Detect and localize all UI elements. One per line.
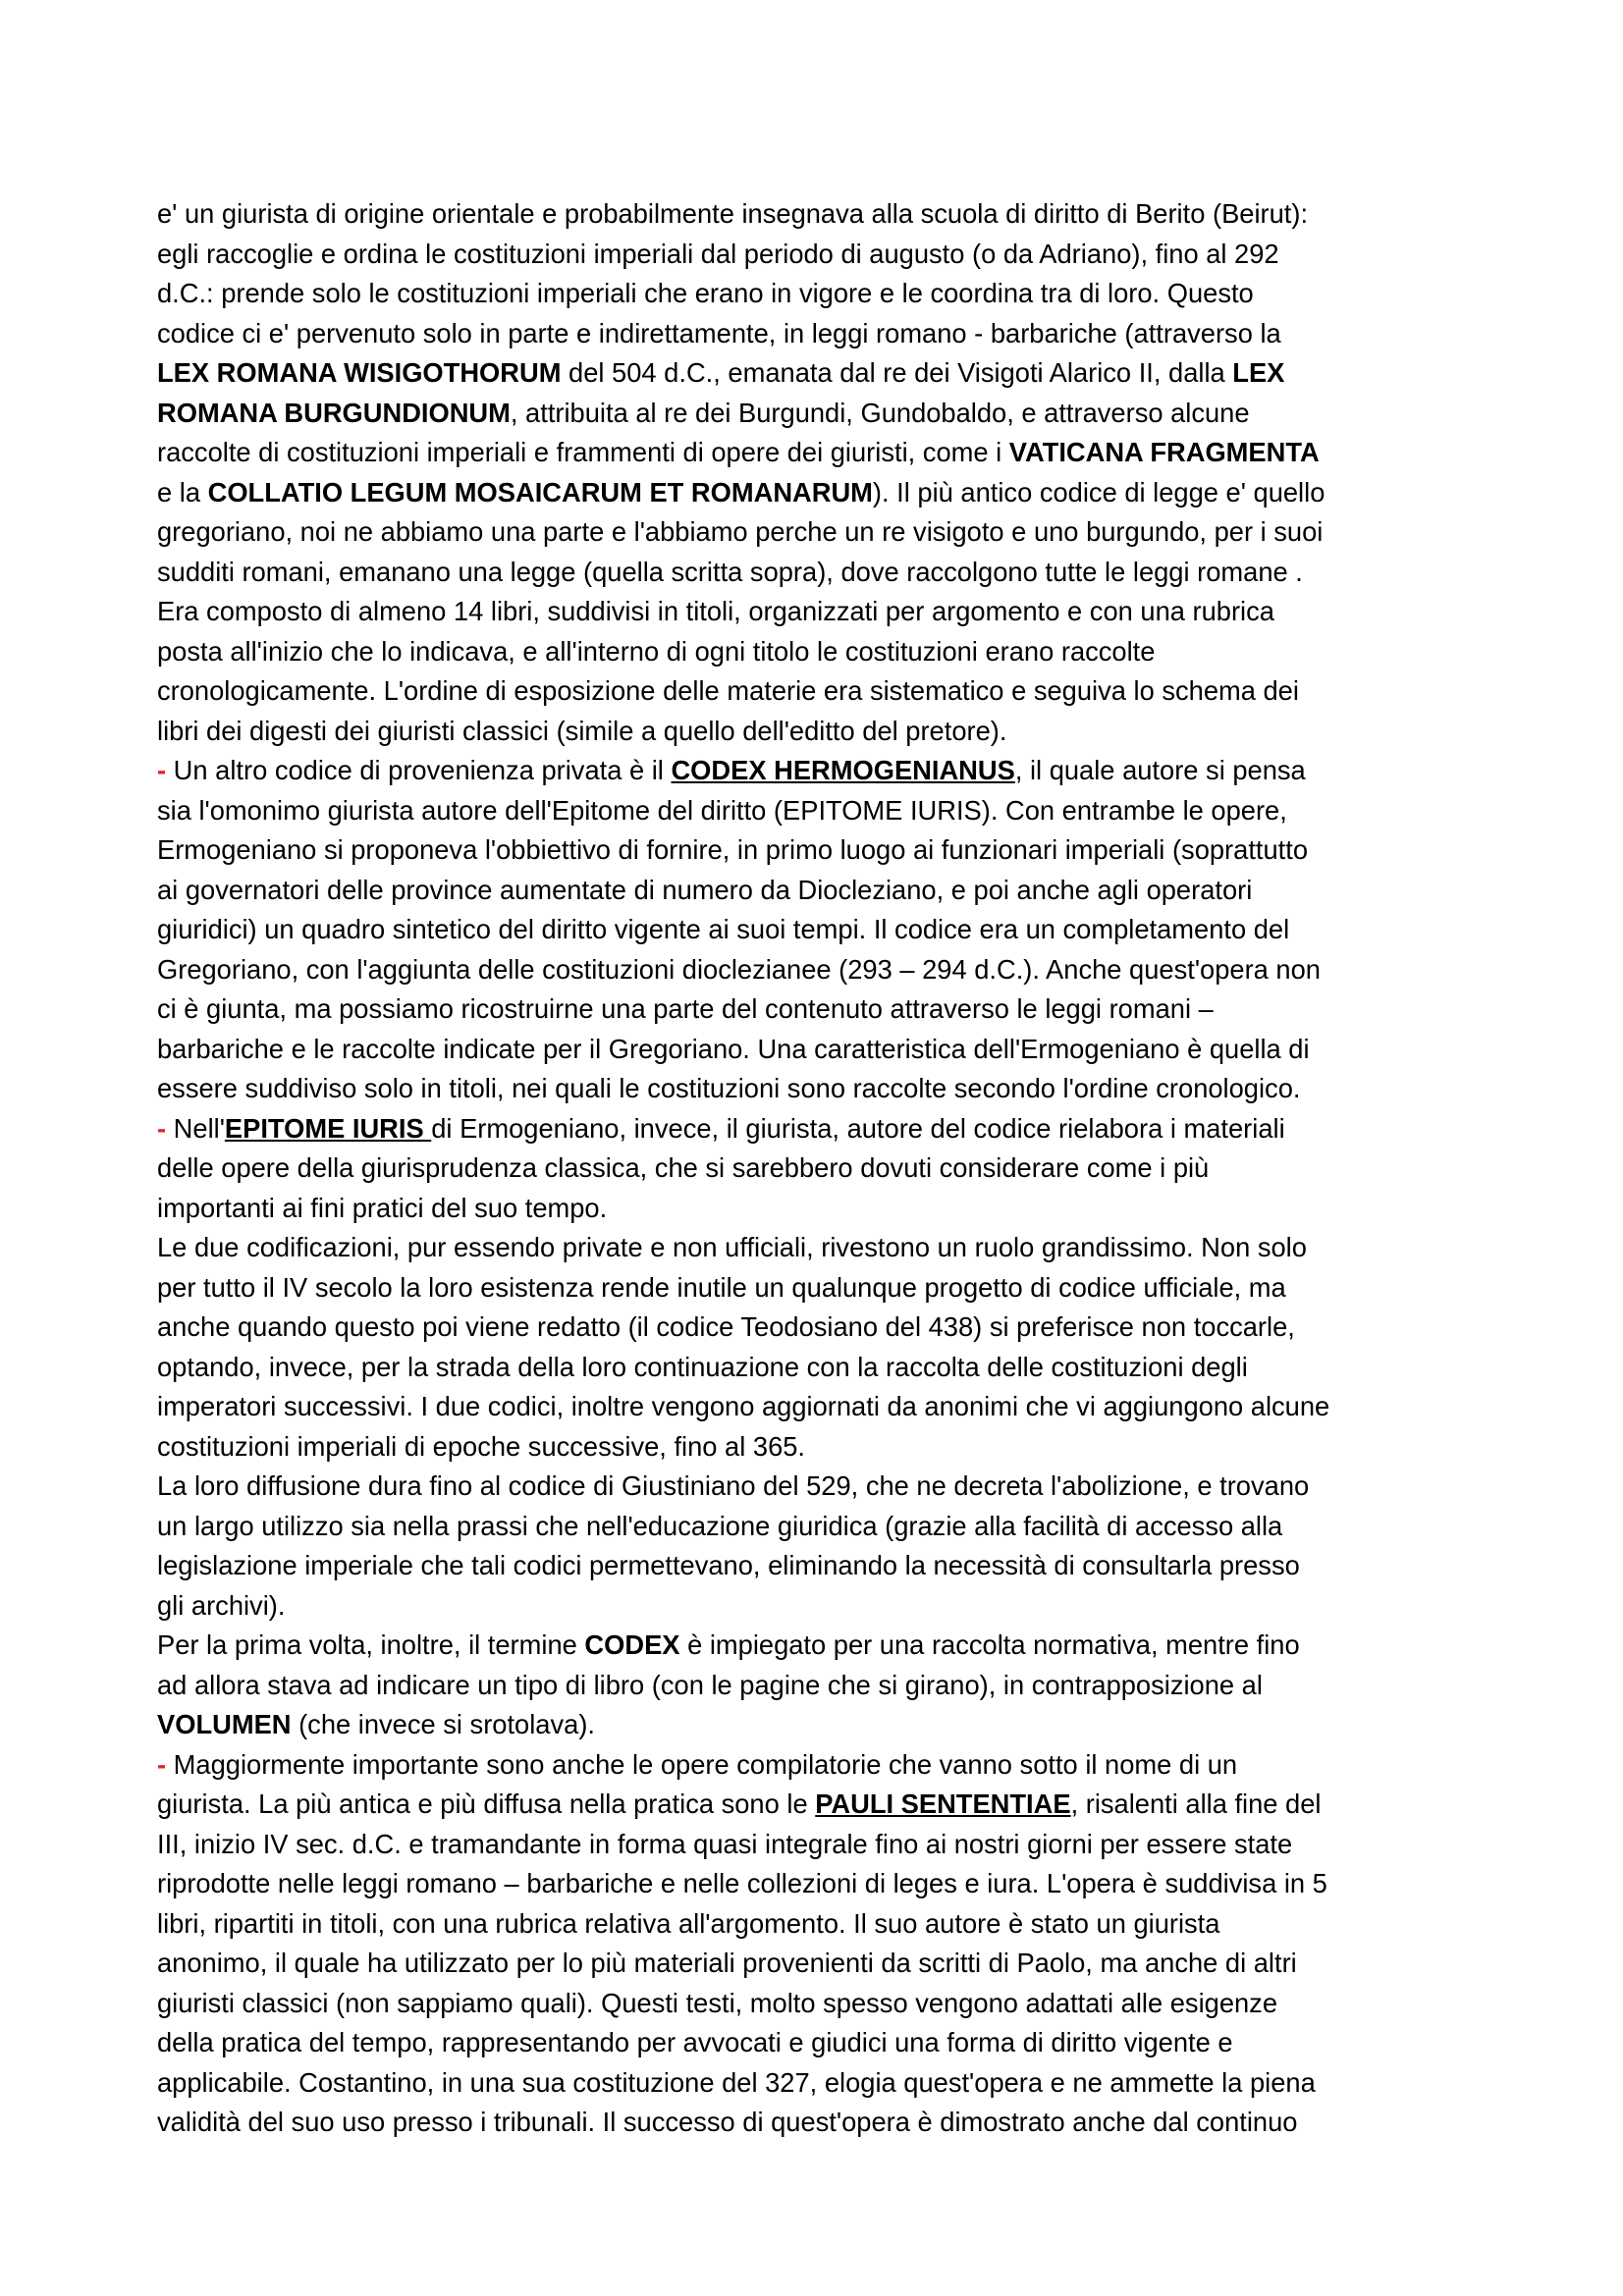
text-span: ci è giunta, ma possiamo ricostruirne una parte del contenuto attraverso le leggi romani – [157,993,1214,1024]
text-span: Ermogeniano si proponeva l'obbiettivo di fornire, in primo luogo ai funzionari imperiali (soprattutto [157,834,1309,865]
text-span: del 504 d.C., emanata dal re dei Visigoti Alarico II, dalla [561,357,1233,388]
text-span: Era composto di almeno 14 libri, suddivisi in titoli, organizzati per argomento e con una rubrica [157,596,1274,626]
text-line [157,2103,1488,2143]
text-line [157,1348,1488,1388]
bullet-dash: - [157,1748,167,1780]
bullet-dash: - [157,755,167,785]
text-line [157,1030,1488,1070]
text-line [157,950,1488,990]
emphasis-text: LEX [1232,357,1285,388]
emphasis-text: VATICANA FRAGMENTA [1008,437,1320,467]
text-line [157,1467,1488,1507]
text-span: posta all'inizio che lo indicava, e all'interno di ogni titolo le costituzioni erano raccolte [157,635,1156,667]
emphasis-text: PAULI SENTENTIAE [815,1789,1071,1819]
text-span: ad allora stava ad indicare un tipo di libro (con le pagine che si girano), in contrapposizione al [157,1669,1263,1700]
text-line [157,1109,1488,1149]
text-line [157,1507,1488,1547]
text-span: per tutto il IV secolo la loro esistenza rende inutile un qualunque progetto di codice ufficiale, ma [157,1271,1286,1303]
text-span: Nell' [166,1112,225,1144]
text-line [157,1825,1488,1865]
text-line [157,1189,1488,1229]
text-span: gli archivi). [157,1589,286,1621]
text-span: giuristi classici (non sappiamo quali). Questi testi, molto spesso vengono adattati alle esigenze [157,1987,1278,2018]
text-span: III, inizio IV sec. d.C. e tramandante in forma quasi integrale fino ai nostri giorni per essere state [157,1828,1293,1859]
text-line [157,235,1488,275]
text-span: riprodotte nelle leggi romano – barbariche e nelle collezioni di leges e iura. L'opera è suddivisa in 5 [157,1868,1327,1898]
text-span: libri, ripartiti in titoli, con una rubrica relativa all'argomento. Il suo autore è stato un giurista [157,1907,1220,1939]
text-span: Maggiormente importante sono anche le opere compilatorie che vanno sotto il nome di un [166,1748,1238,1780]
text-line [157,394,1488,434]
text-span: ai governatori delle province aumentate di numero da Diocleziano, e poi anche agli operatori [157,874,1253,905]
emphasis-text: EPITOME IURIS [224,1112,432,1144]
text-line [157,1666,1488,1706]
text-span: Un altro codice di provenienza privata è il [166,755,672,785]
text-line [157,1586,1488,1627]
text-line [157,553,1488,593]
text-span: libri dei digesti dei giuristi classici (simile a quello dell'editto del pretore). [157,715,1007,746]
text-line [157,1546,1488,1586]
text-line [157,1944,1488,1984]
text-span: di Ermogeniano, invece, il giurista, autore del codice rielabora i materiali [431,1112,1285,1144]
text-span: gregoriano, noi ne abbiamo una parte e l'abbiamo perche un re visigoto e uno burgundo, per i suoi [157,516,1324,547]
text-line [157,353,1488,394]
text-span: giurista. La più antica e più diffusa nella pratica sono le [157,1789,816,1819]
text-line [157,512,1488,553]
text-line [157,791,1488,831]
text-line [157,1308,1488,1348]
text-span: raccolte di costituzioni imperiali e frammenti di opere dei giuristi, come i [157,437,1009,467]
text-line [157,2023,1488,2063]
text-line [157,1785,1488,1825]
text-span: e la [157,476,208,507]
text-span: (che invece si srotolava). [291,1709,595,1739]
emphasis-text: CODEX [584,1629,680,1660]
text-span: codice ci e' pervenuto solo in parte e indirettamente, in leggi romano - barbariche (attraverso la [157,317,1281,348]
text-span: validità del suo uso presso i tribunali. Il successo di quest'opera è dimostrato anche dal continuo [157,2107,1298,2137]
text-line [157,632,1488,672]
text-line [157,1705,1488,1745]
text-span: Le due codificazioni, pur essendo private e non ufficiali, rivestono un ruolo grandissimo. Non solo [157,1232,1307,1262]
text-line [157,830,1488,871]
text-line [157,989,1488,1030]
text-span: d.C.: prende solo le costituzioni imperiali che erano in vigore e le coordina tra di loro. Questo [157,278,1254,308]
text-span: anonimo, il quale ha utilizzato per lo più materiali provenienti da scritti di Paolo, ma anche di altri [157,1948,1297,1978]
text-span: costituzioni imperiali di epoche successive, fino al 365. [157,1430,806,1462]
text-line [157,1387,1488,1427]
text-line [157,274,1488,314]
text-line [157,1626,1488,1666]
text-span: sudditi romani, emanano una legge (quella scritta sopra), dove raccolgono tutte le leggi romane . [157,556,1303,587]
emphasis-text: COLLATIO LEGUM MOSAICARUM ET ROMANARUM [207,476,873,507]
text-line [157,1228,1488,1268]
text-span: applicabile. Costantino, in una sua costituzione del 327, elogia quest'opera e ne ammette la piena [157,2066,1316,2098]
text-span: sia l'omonimo giurista autore dell'Epitome del diritto (EPITOME IURIS). Con entrambe le opere, [157,794,1287,826]
bullet-dash: - [157,1112,167,1144]
text-line [157,671,1488,712]
text-line [157,1427,1488,1468]
text-line [157,1148,1488,1189]
text-span: legislazione imperiale che tali codici permettevano, eliminando la necessità di consultarla presso [157,1550,1300,1580]
text-line [157,592,1488,632]
text-line [157,910,1488,950]
text-span: ). Il più antico codice di legge e' quello [872,476,1325,507]
text-span: giuridici) un quadro sintetico del diritto vigente ai suoi tempi. Il codice era un completamento del [157,914,1290,944]
text-line [157,712,1488,752]
text-line [157,1268,1488,1308]
text-line [157,194,1488,235]
text-line [157,1069,1488,1109]
text-span: barbariche e le raccolte indicate per il Gregoriano. Una caratteristica dell'Ermogeniano è quella di [157,1033,1310,1064]
text-span: , il quale autore si pensa [1014,755,1306,785]
text-span: Gregoriano, con l'aggiunta delle costituzioni dioclezianee (293 – 294 d.C.). Anche quest'opera non [157,953,1321,985]
text-line [157,2063,1488,2104]
text-line [157,871,1488,911]
text-span: La loro diffusione dura fino al codice di Giustiniano del 529, che ne decreta l'abolizione, e trovano [157,1470,1310,1501]
text-span: Per la prima volta, inoltre, il termine [157,1629,585,1660]
text-line [157,1904,1488,1945]
text-line [157,1745,1488,1786]
text-span: anche quando questo poi viene redatto (il codice Teodosiano del 438) si preferisce non toccarle, [157,1311,1295,1342]
text-line [157,433,1488,473]
emphasis-text: VOLUMEN [157,1709,292,1739]
text-span: optando, invece, per la strada della loro continuazione con la raccolta delle costituzioni degli [157,1351,1248,1382]
text-line [157,751,1488,791]
text-span: cronologicamente. L'ordine di esposizione delle materie era sistematico e seguiva lo schema dei [157,675,1299,706]
text-span: un largo utilizzo sia nella prassi che nell'educazione giuridica (grazie alla facilità di accesso alla [157,1510,1283,1541]
text-line [157,1984,1488,2024]
text-span: , attribuita al re dei Burgundi, Gundobaldo, e attraverso alcune [510,397,1250,428]
text-span: egli raccoglie e ordina le costituzioni imperiali dal periodo di augusto (o da Adriano), fino al 292 [157,238,1279,269]
text-line [157,473,1488,513]
text-span: , risalenti alla fine del [1070,1789,1322,1819]
document-body [157,194,1488,2143]
text-span: importanti ai fini pratici del suo tempo. [157,1192,608,1223]
text-line [157,314,1488,354]
emphasis-text: ROMANA BURGUNDIONUM [157,397,511,428]
text-span: della pratica del tempo, rappresentando per avvocati e giudici una forma di diritto vigente e [157,2027,1233,2057]
text-span: e' un giurista di origine orientale e probabilmente insegnava alla scuola di diritto di Berito (Beirut): [157,198,1309,229]
text-span: essere suddiviso solo in titoli, nei quali le costituzioni sono raccolte secondo l'ordine cronologico. [157,1073,1301,1103]
text-line [157,1864,1488,1904]
text-span: è impiegato per una raccolta normativa, mentre fino [679,1629,1300,1660]
emphasis-text: CODEX HERMOGENIANUS [671,755,1015,785]
emphasis-text: LEX ROMANA WISIGOTHORUM [157,357,562,388]
text-span: imperatori successivi. I due codici, inoltre vengono aggiornati da anonimi che vi aggiungono alcune [157,1391,1330,1421]
text-span: delle opere della giurisprudenza classica, che si sarebbero dovuti considerare come i più [157,1152,1210,1183]
